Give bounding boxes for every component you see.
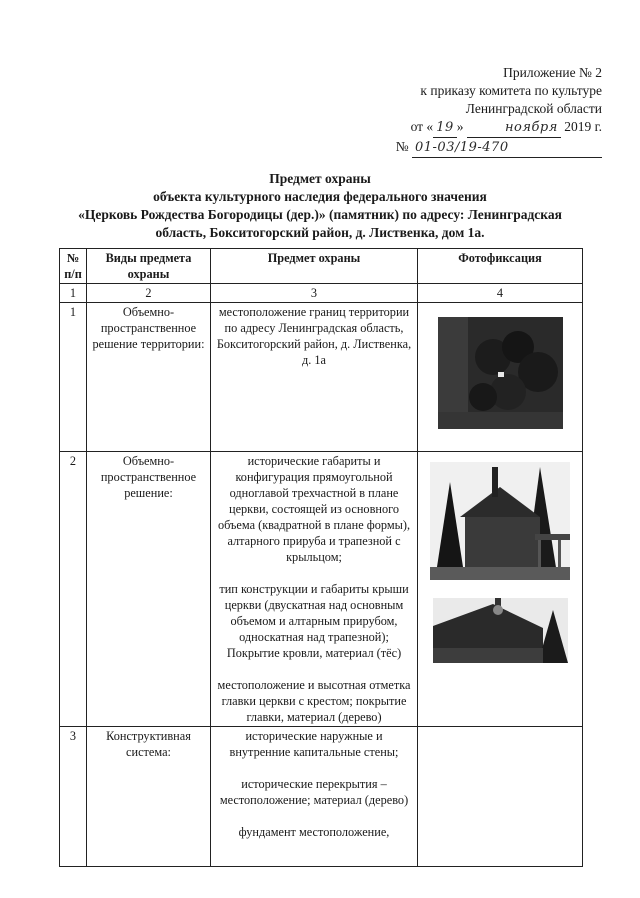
col-number: 1 — [60, 284, 87, 303]
annex-block — [396, 64, 602, 158]
row-number: 1 — [60, 303, 87, 452]
header-photo: Фотофиксация — [418, 249, 583, 284]
table-row — [60, 303, 583, 452]
table-row — [60, 452, 583, 727]
header-num: № п/п — [60, 249, 87, 284]
header-type: Виды предмета охраны — [87, 249, 211, 284]
document-title — [40, 170, 600, 242]
church-roof-photo — [433, 598, 568, 663]
col-number: 3 — [211, 284, 418, 303]
table-row — [60, 727, 583, 867]
row-photo — [418, 727, 583, 867]
title-line-3: «Церковь Рождества Богородицы (дер.)» (памятник) по адресу: Ленинградская — [78, 207, 562, 222]
row-number: 3 — [60, 727, 87, 867]
title-line-1: Предмет охраны — [269, 171, 371, 186]
annex-title: Приложение № 2 — [503, 65, 602, 80]
handwritten-month: ноября — [467, 119, 561, 138]
row-type: Объемно-пространственное решение: — [87, 452, 211, 727]
annex-region-line: Ленинградской области — [465, 101, 602, 116]
row-photo — [418, 452, 583, 727]
row-photo — [418, 303, 583, 452]
row-subject: исторические наружные и внутренние капитальные стены; исторические перекрытия – местоположение; материал (дерево) фундамент местоположение, — [211, 727, 418, 867]
row-type: Конструктивная система: — [87, 727, 211, 867]
table-header-row — [60, 249, 583, 284]
handwritten-day: 19 — [433, 119, 457, 138]
col-number: 2 — [87, 284, 211, 303]
church-exterior-photo — [430, 462, 570, 580]
handwritten-number: 01-03/19-470 — [412, 139, 602, 158]
row-type: Объемно-пространственное решение территории: — [87, 303, 211, 452]
row-number: 2 — [60, 452, 87, 727]
annex-date-line: от « 19 » ноября 2019 г. — [396, 118, 602, 138]
territory-aerial-photo — [438, 317, 563, 429]
annex-number-line: № 01-03/19-470 — [396, 138, 602, 158]
table-numbering-row — [60, 284, 583, 303]
row-subject: исторические габариты и конфигурация прямоугольной одноглавой трехчастной в плане церкви, состоящей из основного объема (квадратной в плане формы), алтарного прируба и трапезной с крыльцом; тип конструкции и габариты крыши церкви (двускатная над основным объемом и алтарным прирубом, односкатная над трапезной); Покрытие кровли, материал (тёс) местоположение и высотная отметка главки церкви с крестом; покрытие главки, материал (дерево) — [211, 452, 418, 727]
annex-order-line: к приказу комитета по культуре — [420, 83, 602, 98]
protection-subject-table — [59, 248, 583, 867]
col-number: 4 — [418, 284, 583, 303]
title-line-2: объекта культурного наследия федерального значения — [153, 189, 487, 204]
title-line-4: область, Бокситогорский район, д. Лиственка, дом 1а. — [155, 225, 485, 240]
row-subject: местоположение границ территории по адресу Ленинградская область, Бокситогорский район, д. Лиственка, д. 1а — [211, 303, 418, 452]
header-subject: Предмет охраны — [211, 249, 418, 284]
